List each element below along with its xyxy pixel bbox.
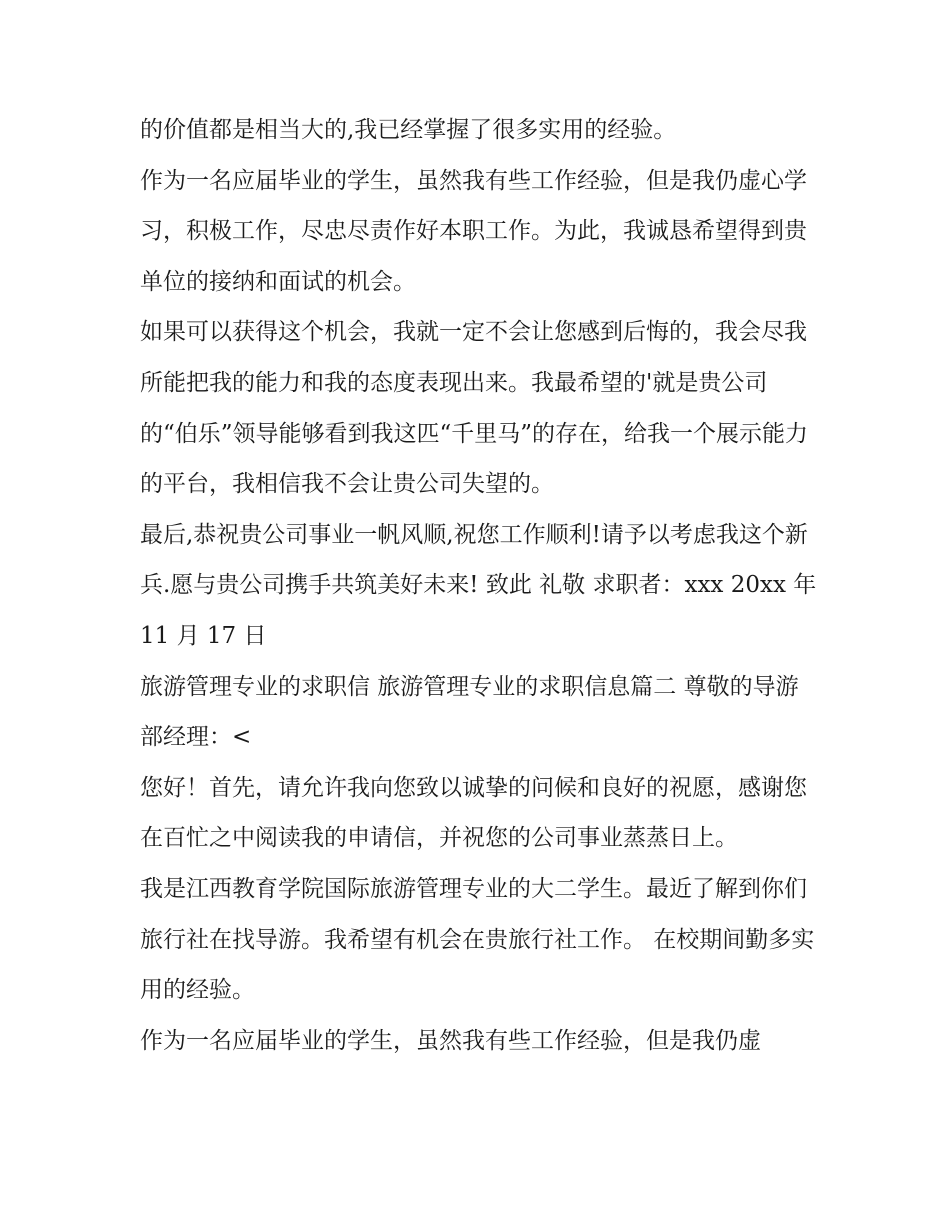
paragraph-3: 如果可以获得这个机会，我就一定不会让您感到后悔的，我会尽我所能把我的能力和我的态度表现出来。我最希望的'就是贵公司的“伯乐”领导能够看到我这匹“千里马”的存在，给我一个展示能力的平台，我相信我不会让贵公司失望的。 — [140, 319, 809, 498]
paragraph-1: 的价值都是相当大的,我已经掌握了很多实用的经验。 — [140, 117, 677, 143]
paragraph-4: 最后,恭祝贵公司事业一帆风顺,祝您工作顺利!请予以考虑我这个新兵.愿与贵公司携手共筑美好未来! 致此 礼敬 求职者：xxx 20xx 年 11 月 17 日 — [140, 521, 817, 649]
paragraph-6: 您好！首先，请允许我向您致以诚挚的问候和良好的祝愿，感谢您在百忙之中阅读我的申请信，并祝您的公司事业蒸蒸日上。 — [140, 774, 807, 852]
paragraph-2: 作为一名应届毕业的学生，虽然我有些工作经验，但是我仍虚心学习，积极工作，尽忠尽责作好本职工作。为此，我诚恳希望得到贵单位的接纳和面试的机会。 — [140, 167, 807, 295]
document-body — [140, 105, 820, 1066]
paragraph-8: 作为一名应届毕业的学生，虽然我有些工作经验，但是我仍虚 — [140, 1027, 761, 1054]
paragraph-7: 我是江西教育学院国际旅游管理专业的大二学生。最近了解到你们旅行社在找导游。我希望有机会在贵旅行社工作。 在校期间勤多实用的经验。 — [140, 875, 815, 1004]
paragraph-5: 旅游管理专业的求职信 旅游管理专业的求职信息篇二 尊敬的导游部经理：< — [140, 673, 799, 751]
